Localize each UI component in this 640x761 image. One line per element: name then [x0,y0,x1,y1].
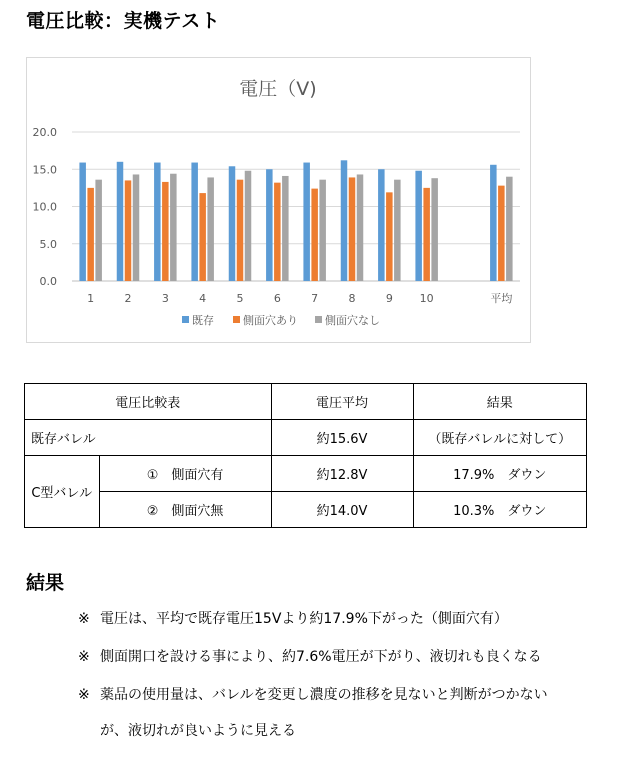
note-text: 電圧は、平均で既存電圧15Vより約17.9%下がった（側面穴有） [100,611,508,627]
bar [319,180,326,281]
row-result: （既存バレルに対して） [413,420,586,456]
row-result: 10.3% ダウン [413,492,586,528]
chart-svg [27,58,530,342]
row-label-existing: 既存バレル [25,420,100,456]
x-tick-label: 1 [87,292,95,305]
table-header-result: 結果 [413,384,586,420]
conclusion-heading: 結果 [26,572,65,594]
conclusion-note [78,684,548,704]
note-mark: ※ [78,649,90,665]
x-tick-label: 2 [124,292,132,305]
x-tick-label: 9 [385,292,393,305]
note-text: 薬品の使用量は、バレルを変更し濃度の推移を見ないと判断がつかない [100,687,548,703]
y-tick-label: 0.0 [39,275,57,288]
bar [415,171,422,281]
x-tick-label: 6 [273,292,281,305]
conclusion-note [78,608,508,628]
bar [133,174,140,281]
note-mark: ※ [78,611,90,627]
x-tick-label: 10 [419,292,434,305]
x-tick-label: 3 [161,292,169,305]
bar [386,192,393,281]
bar [431,178,438,281]
bar [199,193,206,281]
bar [125,180,132,281]
bar [394,180,401,281]
y-tick-label: 5.0 [39,237,57,251]
bar [191,163,198,281]
bar [341,160,348,281]
note-mark: ※ [78,687,90,703]
voltage-chart [26,57,531,343]
bar [266,169,273,281]
legend-swatch [233,316,240,323]
table-row [25,420,587,456]
row-sub-label: ① 側面穴有 [99,456,271,492]
x-tick-label: 7 [311,292,319,305]
row-average: 約12.8V [271,456,413,492]
bar [498,186,505,281]
bar [506,177,513,281]
row-empty-cell [99,420,271,456]
x-tick-label: 5 [236,292,244,305]
table-header-name: 電圧比較表 [25,384,272,420]
bar [95,180,102,281]
legend-label: 側面穴あり [243,314,298,327]
bar [79,163,86,281]
legend-label: 側面穴なし [325,314,380,327]
bar [229,166,236,281]
table-row [25,456,587,492]
y-tick-label: 10.0 [32,200,57,214]
bar [245,171,252,281]
bar [490,165,497,281]
bar [170,174,177,281]
bar [303,163,310,281]
x-tick-label: 4 [199,292,207,305]
bar [154,163,161,281]
x-tick-label: 平均 [490,292,513,305]
conclusion-note [78,646,542,666]
table-row [25,492,587,528]
bar [311,189,318,281]
row-result: 17.9% ダウン [413,456,586,492]
bar [349,177,356,281]
voltage-comparison-table [24,383,587,528]
row-average: 約14.0V [271,492,413,528]
bar [117,162,124,281]
x-tick-label: 8 [348,292,356,305]
y-tick-label: 15.0 [32,163,57,177]
bar [357,174,364,281]
legend-swatch [182,316,189,323]
bar [423,188,430,281]
bar [87,188,94,281]
row-sub-label: ② 側面穴無 [99,492,271,528]
bar [282,176,289,281]
chart-title: 電圧（V) [239,78,317,100]
bar [162,182,169,281]
y-tick-label: 20.0 [32,126,57,139]
row-group-label: C型バレル [25,456,100,528]
conclusion-note-continuation: が、液切れが良いように見える [100,723,296,739]
bar [207,177,214,281]
table-header-average: 電圧平均 [271,384,413,420]
page-title: 電圧比較：実機テスト [26,10,221,32]
legend-swatch [315,316,322,323]
legend-label: 既存 [192,314,214,327]
bar [237,180,244,281]
note-text: 側面開口を設ける事により、約7.6%電圧が下がり、液切れも良くなる [100,649,542,665]
row-average: 約15.6V [271,420,413,456]
bar [378,169,385,281]
bar [274,183,281,281]
